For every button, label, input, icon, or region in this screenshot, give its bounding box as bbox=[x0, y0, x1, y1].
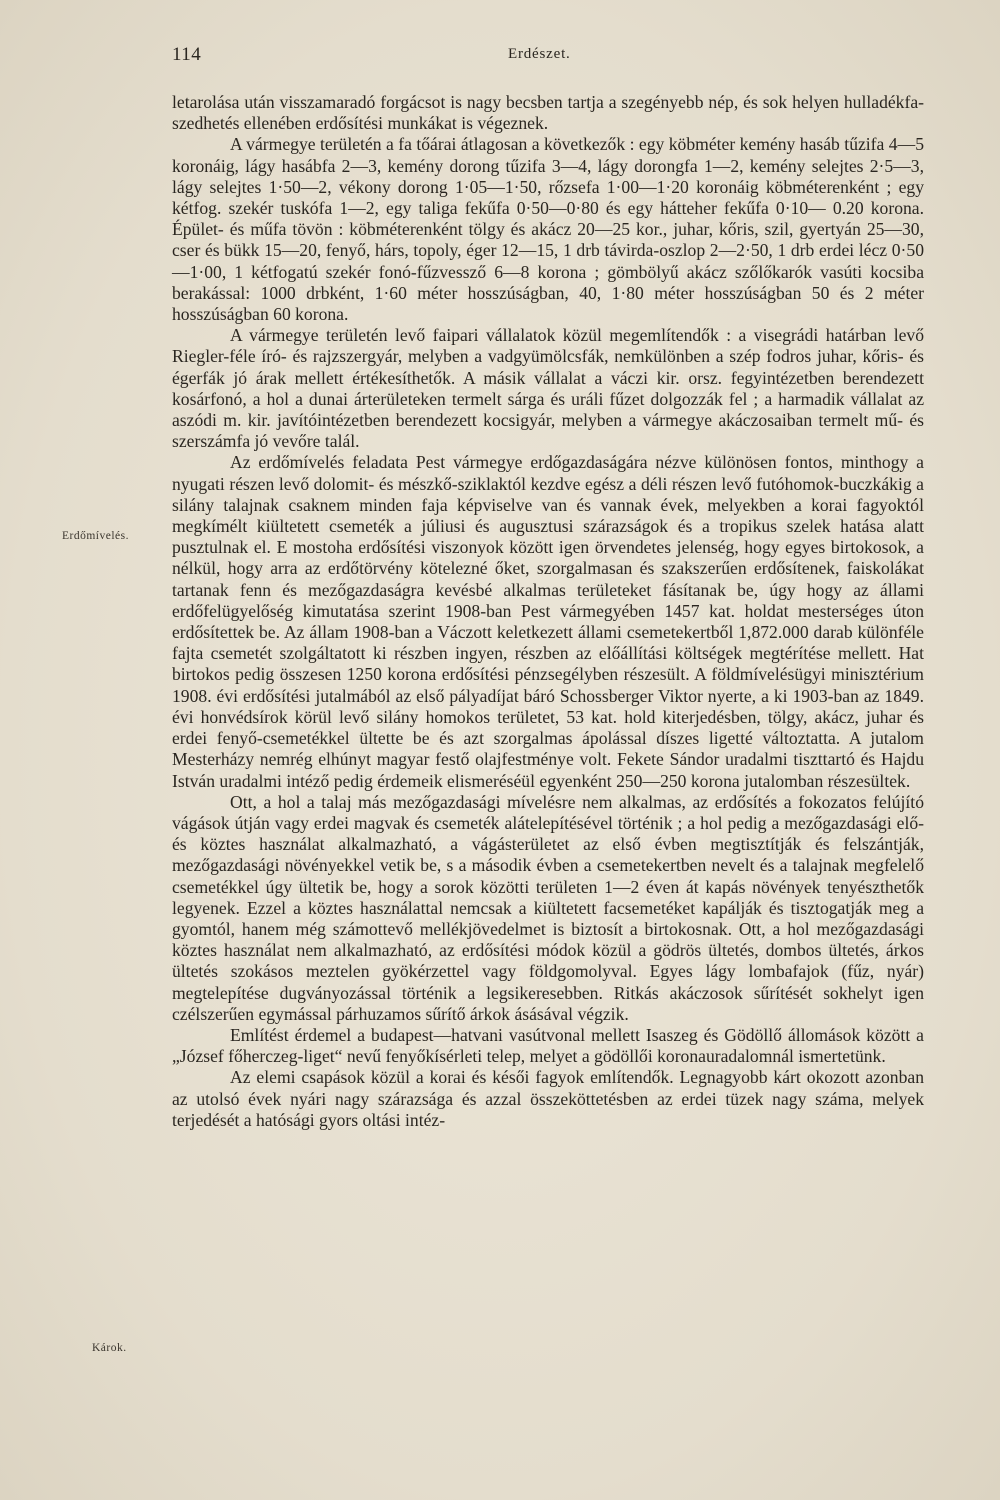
paragraph: A vármegye területén a fa tőárai átlagosan a következők : egy köbméter kemény hasáb tűzifa 4—5 koronáig, lágy hasábfa 2—3, kemény dorong tűzifa 3—4, lágy dorongfa 1—2, kemény selejtes 2·5—3, lágy selejtes 1·50—2, vékony dorong 1·05—1·50, rőzsefa 1·00—1·20 koronáig köbméterenként ; egy kétfog. szekér tuskófa 1—2, egy taliga fekűfa 0·50—0·80 és egy hátteher fekűfa 0·10— 0.20 korona. Épület- és műfa tövön : köbméterenként tölgy és akácz 20—25 kor., juhar, kőris, szil, gyertyán 25—30, cser és bükk 15—20, fenyő, hárs, topoly, éger 12—15, 1 drb távirda-oszlop 2—2·50, 1 drb erdei lécz 0·50—1·00, 1 kétfogatú szekér fonó-fűzvessző 6—8 korona ; gömbölyű akácz szőlőkarók vasúti kocsiba berakással: 1000 drbként, 1·60 méter hosszúságban, 40, 1·80 méter hosszúságban 50 és 2 méter hosszúságban 60 korona. bbox=[172, 134, 924, 325]
margin-note-karok: Károk. bbox=[92, 1342, 127, 1354]
paragraph: letarolása után visszamaradó forgácsot is nagy becsben tartja a szegényebb nép, és sok helyen hulladékfa-szedhetés ellenében erdősítési munkákat is végeznek. bbox=[172, 92, 924, 134]
paragraph: A vármegye területén levő faipari vállalatok közül megemlítendők : a visegrádi határban levő Riegler-féle író- és rajzszergyár, melyben a vadgyümölcsfák, nemkülönben a szép fodros juhar, kőris- és égerfák jó árak mellett értékesíthetők. A másik vállalat a váczi kir. orsz. fegyintézetben berendezett kosárfonó, a hol a dunai árterületeken termelt sárga és uráli fűzet dolgozzák fel ; a harmadik vállalat az aszódi m. kir. javítóintézetben berendezett kocsigyár, melyben a vármegye akáczosaiban termelt mű- és szerszámfa jó vevőre talál. bbox=[172, 325, 924, 452]
paragraph: Ott, a hol a talaj más mezőgazdasági mívelésre nem alkalmas, az erdősítés a fokozatos felújító vágások útján vagy erdei magvak és csemeték alátelepítésével történik ; a hol pedig a mezőgazdasági elő- és köztes használat alkalmazható, a vágásterületet az első évben megtisztítják és felszántják, mezőgazdasági növényekkel vetik be, s a második évben a csemetekertben nevelt és a talajnak megfelelő csemetékkel úgy ültetik be, hogy a sorok közötti területen 1—2 éven át kapás növények tenyészthetők legyenek. Ezzel a köztes használattal nemcsak a kiültetett facsemetéket kapálják és tisztogatják meg a gyomtól, hanem még számottevő mellékjövedelmet is biztosít a birtokosnak. Ott, a hol mezőgazdasági köztes használat nem alkalmazható, az erdősítési módok közül a gödrös ültetés, dombos ültetés, árkos ültetés szokásos meztelen gyökérzettel vagy földgomolyval. Egyes lágy lombafajok (fűz, nyár) megtelepítése dugványozással történik a legsikeresebben. Ritkás akáczosok sűrítését sokhelyt igen czélszerűen egymással párhuzamos sűrítő árkok ásásával végzik. bbox=[172, 791, 924, 1024]
paragraph: Az erdőmívelés feladata Pest vármegye erdőgazdaságára nézve különösen fontos, minthogy a nyugati részen levő dolomit- és mészkő-sziklaktól kezdve egész a déli részen levő futóhomok-buczkákig a silány talajnak csaknem minden faja képviselve van és vannak évek, melyekben a korai fagyoktól megkímélt kiültetett csemeték a júliusi és augusztusi szárazságok és a tropikus szelek hatása alatt pusztulnak el. E mostoha erdősítési viszonyok között igen örvendetes jelenség, hogy egyes birtokosok, a nélkül, hogy arra az erdőtörvény kötelezné őket, szorgalmasan és szakszerűen erdősítenek, faiskolákat tartanak fenn és mezőgazdaságra kevésbé alkalmas területeket fásítanak be, úgy hogy az állami erdőfelügyelőség kimutatása szerint 1908-ban Pest vármegyében 1457 kat. holdat mesterséges úton erdősítettek be. Az állam 1908-ban a Váczott keletkezett állami csemetekertből 1,872.000 darab különféle fajta csemetét szolgáltatott ki részben ingyen, részben az előállítási költségek megtérítése mellett. Hat birtokos pedig összesen 1250 korona erdősítési pénzsegélyben részesült. A földmívelésügyi minisztérium 1908. évi erdősítési jutalmából az első pályadíjat báró Schossberger Viktor nyerte, a ki 1903-ban az 1849. évi honvédsírok körül levő silány homokos területet, 53 kat. hold kiterjedésben, tölgy, akácz, juhar és erdei fenyő-csemetékkel ültette be és azt szorgalmas ápolással díszes ligetté változtatta. A jutalom Mesterházy nemrég elhúnyt magyar festő olajfestménye volt. Fekete Sándor uradalmi tiszttartó és Hajdu István uradalmi intéző pedig érdemeik elismeréséül egyenként 250—250 korona jutalomban részesültek. bbox=[172, 452, 924, 791]
paragraph: Említést érdemel a budapest—hatvani vasútvonal mellett Isaszeg és Gödöllő állomások között a „József főherczeg-liget“ nevű fenyőkísérleti telep, melyet a gödöllői koronauradalomnál ismertetünk. bbox=[172, 1024, 924, 1067]
page-header bbox=[172, 44, 924, 72]
running-title: Erdészet. bbox=[508, 46, 571, 62]
body-text bbox=[172, 92, 924, 1131]
page-number: 114 bbox=[172, 44, 202, 65]
margin-note-erdomivels: Erdőmívelés. bbox=[62, 530, 129, 542]
paragraph: Az elemi csapások közül a korai és késői fagyok említendők. Legnagyobb kárt okozott azonban az utolsó évek nyári nagy szárazsága és azzal összeköttetésben az erdei tüzek nagy száma, melyek terjedését a hatósági gyors oltási intéz- bbox=[172, 1067, 924, 1130]
